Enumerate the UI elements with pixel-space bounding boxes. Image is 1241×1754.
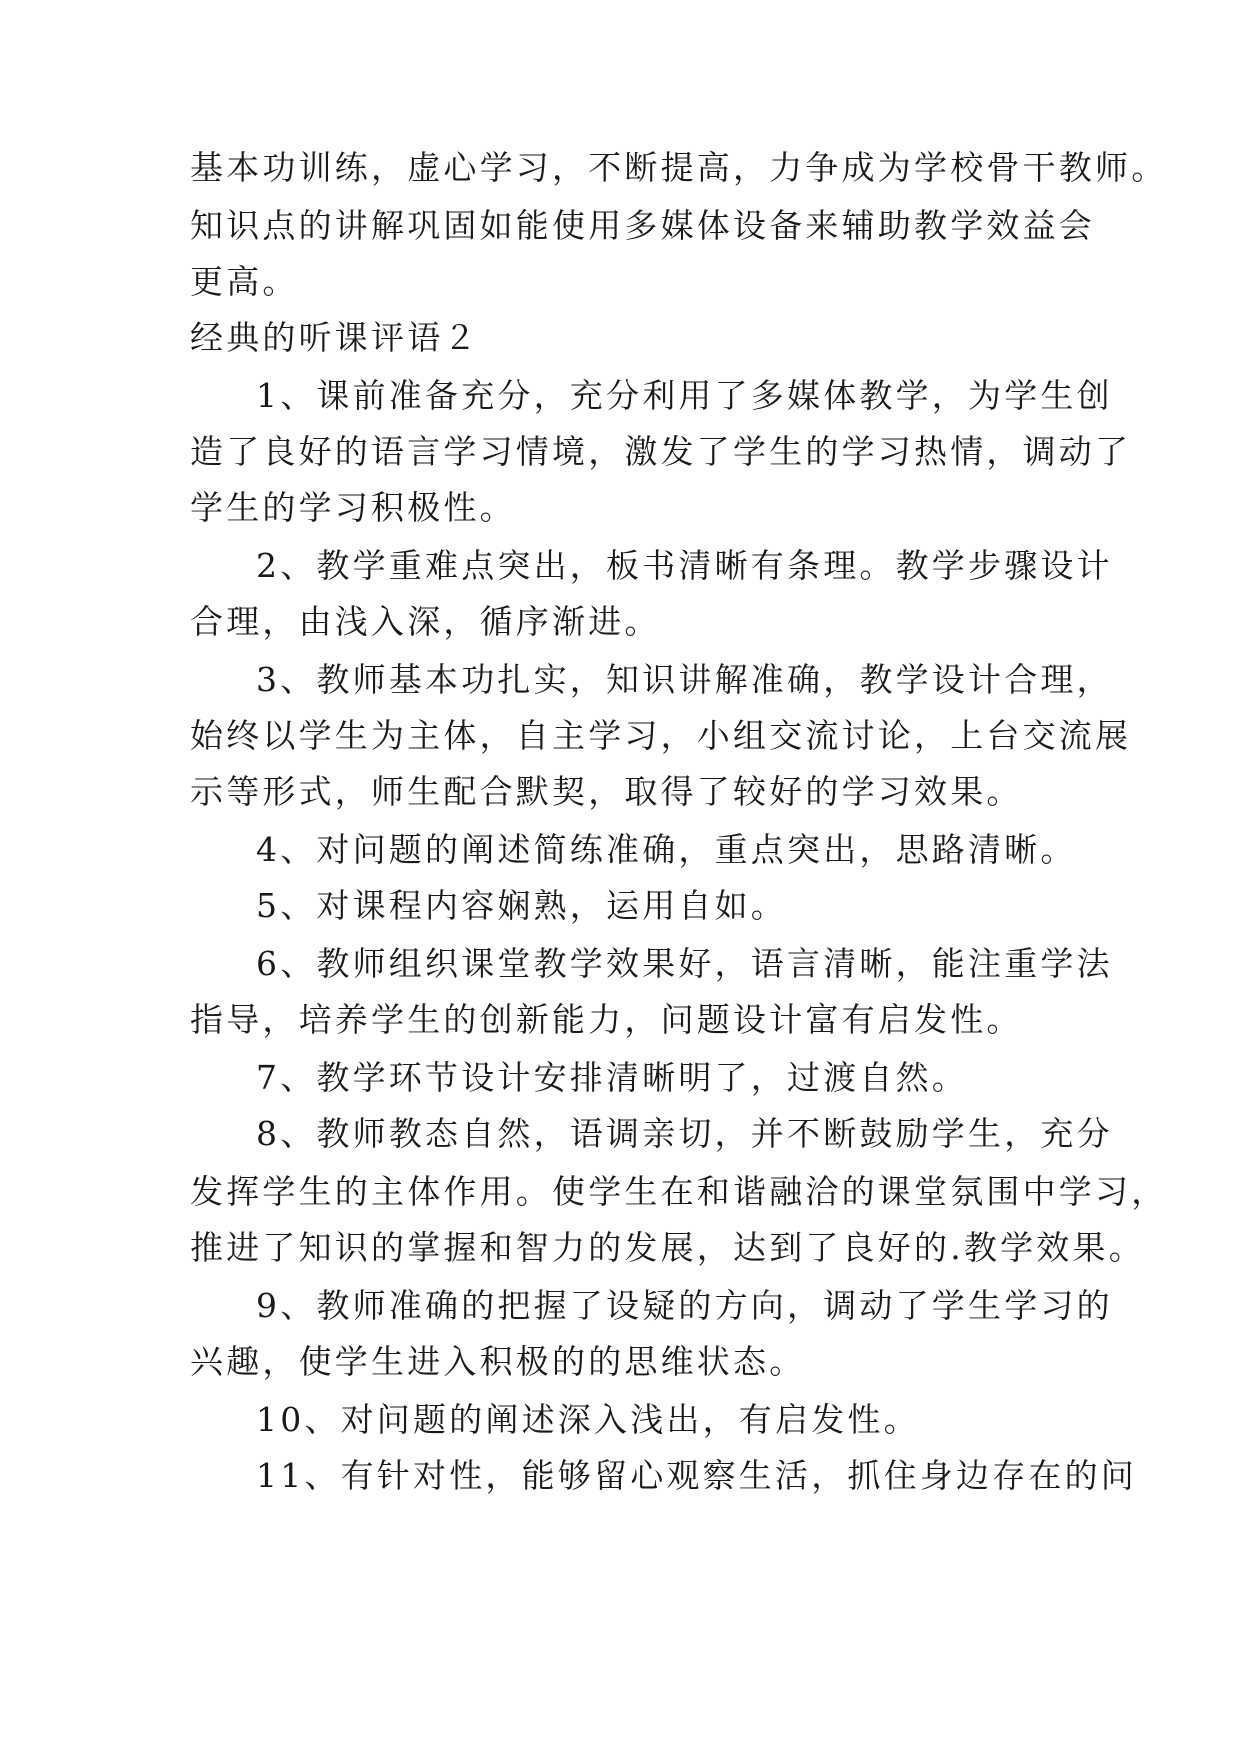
- item-1-line-2: 造了良好的语言学习情境，激发了学生的学习热情，调动了: [190, 432, 1132, 471]
- intro-line: 基本功训练，虚心学习，不断提高，力争成为学校骨干教师。: [190, 148, 1168, 187]
- item-8-line-1: 8、教师教态自然，语调亲切，并不断鼓励学生，充分: [256, 1114, 1113, 1153]
- section-title: 经典的听课评语２: [190, 318, 480, 357]
- intro-line: 知识点的讲解巩固如能使用多媒体设备来辅助教学效益会: [190, 206, 1095, 245]
- item-6-line-2: 指导，培养学生的创新能力，问题设计富有启发性。: [190, 1000, 1023, 1039]
- item-8-line-3: 推进了知识的掌握和智力的发展，达到了良好的.教学效果。: [190, 1228, 1145, 1267]
- item-11-line-1: 11、有针对性，能够留心观察生活，抓住身边存在的问: [256, 1456, 1137, 1495]
- item-9-line-2: 兴趣，使学生进入积极的的思维状态。: [190, 1342, 806, 1381]
- intro-line: 更高。: [190, 262, 299, 301]
- item-10-line-1: 10、对问题的阐述深入浅出，有启发性。: [256, 1400, 920, 1439]
- item-2-line-2: 合理，由浅入深，循序渐进。: [190, 602, 661, 641]
- item-1-line-1: 1、课前准备充分，充分利用了多媒体教学，为学生创: [256, 376, 1113, 415]
- item-7-line-1: 7、教学环节设计安排清晰明了，过渡自然。: [256, 1058, 968, 1097]
- item-2-line-1: 2、教学重难点突出，板书清晰有条理。教学步骤设计: [256, 546, 1113, 585]
- item-8-line-2: 发挥学生的主体作用。使学生在和谐融洽的课堂氛围中学习，: [190, 1172, 1168, 1211]
- item-3-line-3: 示等形式，师生配合默契，取得了较好的学习效果。: [190, 772, 1023, 811]
- item-3-line-2: 始终以学生为主体，自主学习，小组交流讨论，上台交流展: [190, 716, 1132, 755]
- item-3-line-1: 3、教师基本功扎实，知识讲解准确，教学设计合理，: [256, 660, 1113, 699]
- item-1-line-3: 学生的学习积极性。: [190, 488, 516, 527]
- item-9-line-1: 9、教师准确的把握了设疑的方向，调动了学生学习的: [256, 1286, 1113, 1325]
- item-5-line-1: 5、对课程内容娴熟，运用自如。: [256, 886, 787, 925]
- item-4-line-1: 4、对问题的阐述简练准确，重点突出，思路清晰。: [256, 830, 1077, 869]
- item-6-line-1: 6、教师组织课堂教学效果好，语言清晰，能注重学法: [256, 944, 1113, 983]
